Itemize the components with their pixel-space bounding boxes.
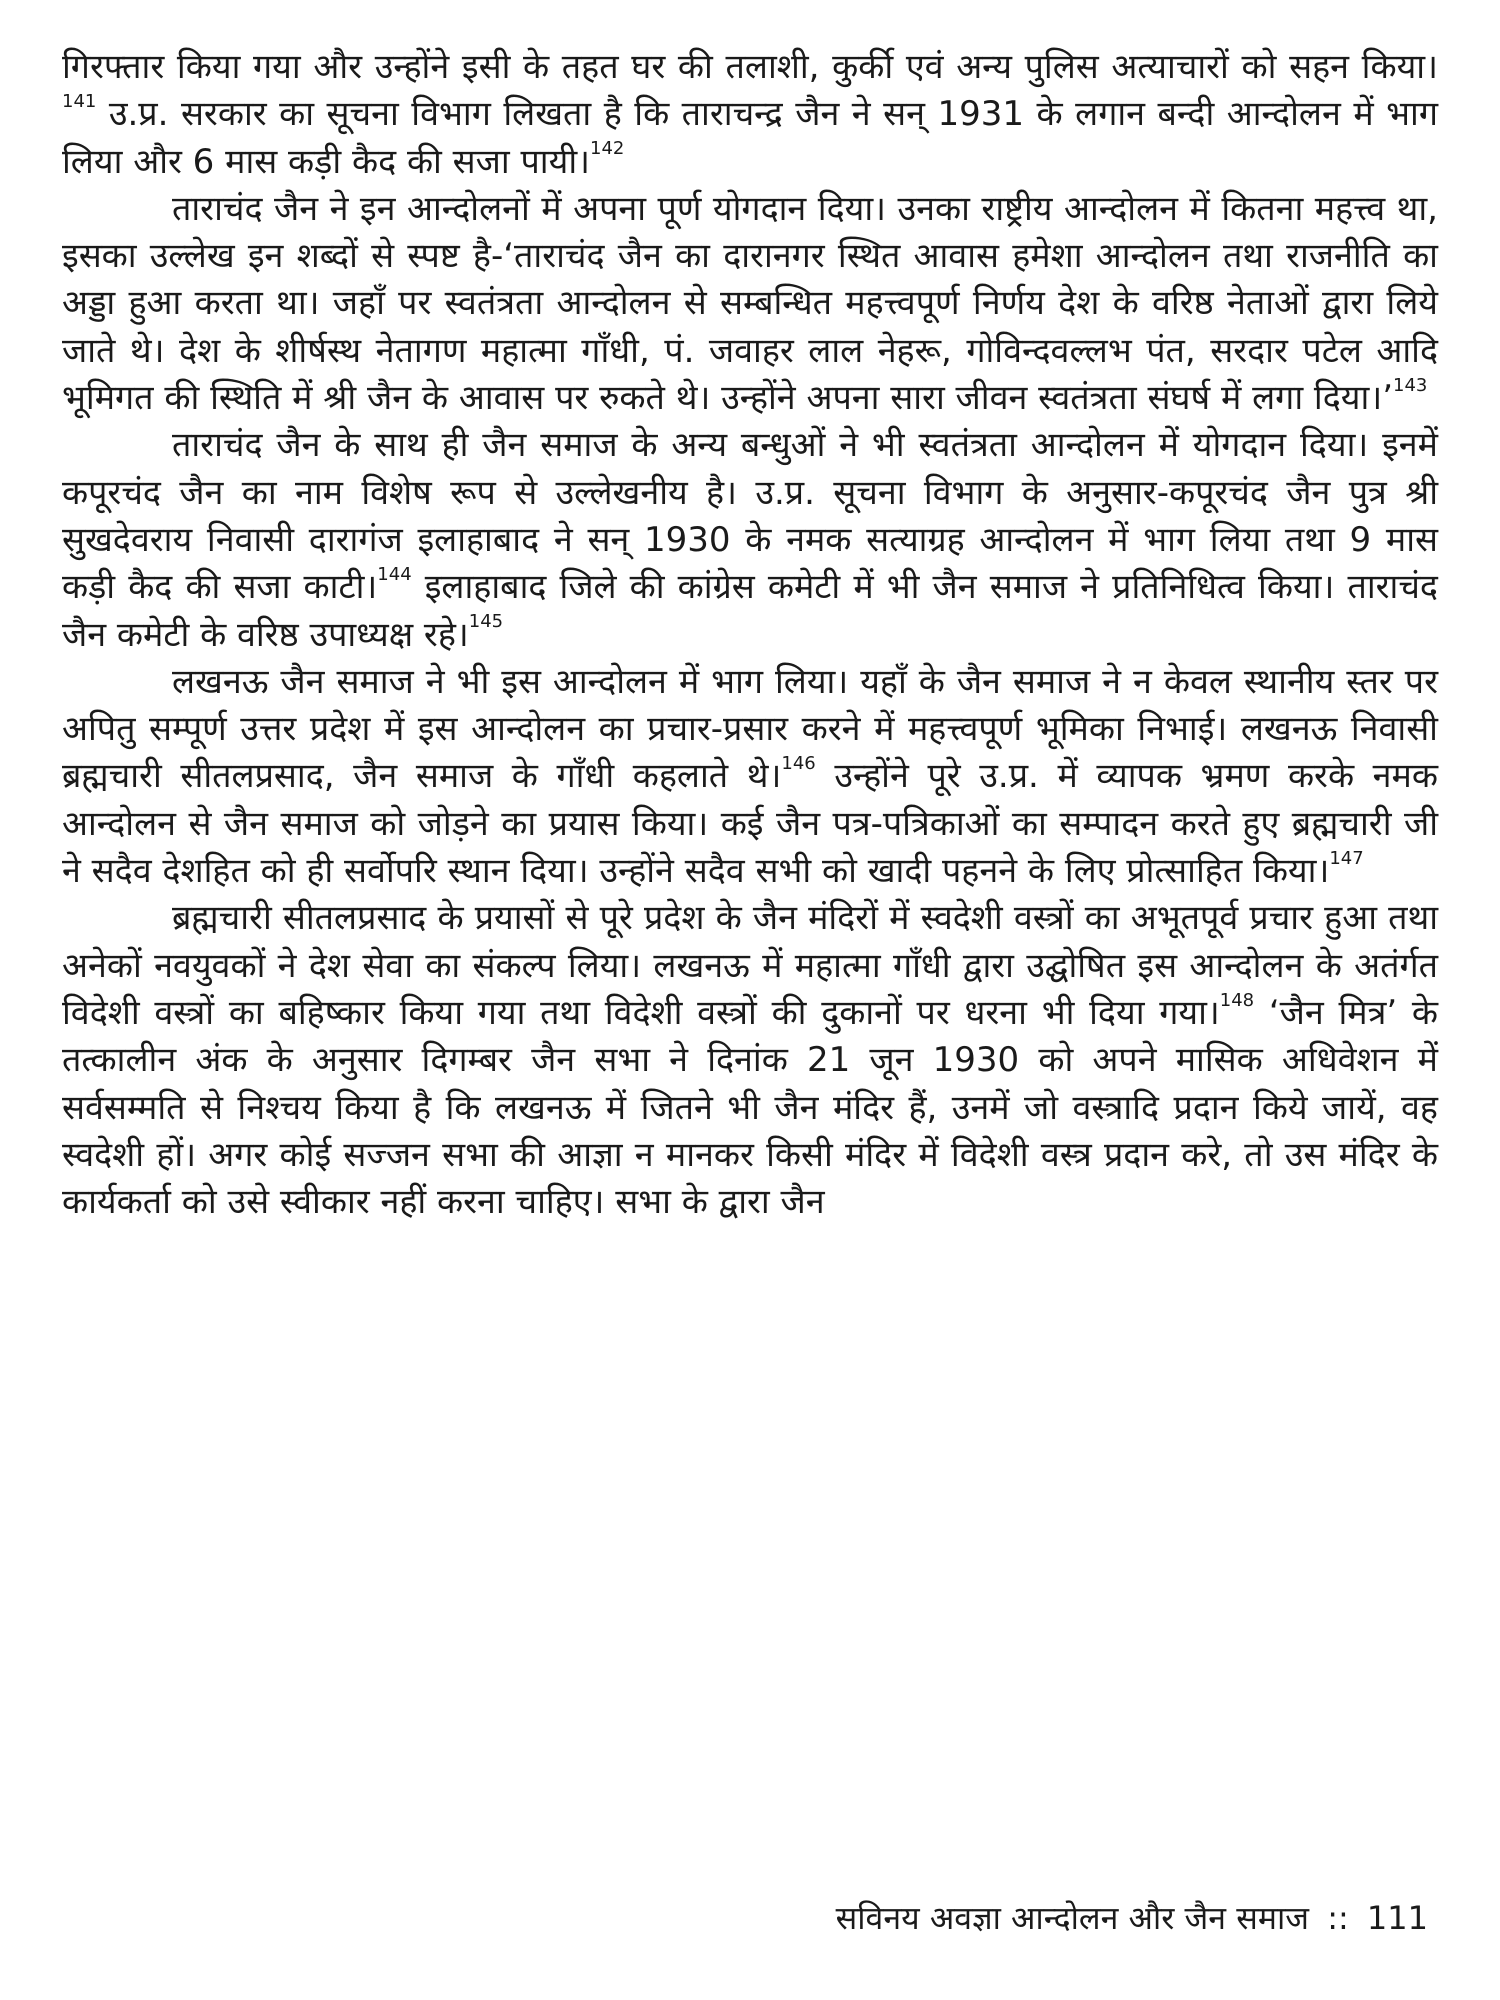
paragraph-text: उ.प्र. सरकार का सूचना विभाग लिखता है कि ताराचन्द्र जैन ने सन् 1931 के लगान बन्दी आन्दोलन में भाग लिया और 6 मास कड़ी कैद की सजा पायी। — [62, 94, 1438, 182]
footnote-reference: 141 — [62, 90, 97, 112]
page-number: 111 — [1366, 1899, 1428, 1937]
paragraph-text: ‘जैन मित्र’ के तत्कालीन अंक के अनुसार दिगम्बर जैन सभा ने दिनांक 21 जून 1930 को अपने मासिक अधिवेशन में सर्वसम्मति से निश्चय किया है कि लखनऊ में जितने भी जैन मंदिर हैं, उनमें जो वस्त्रादि प्रदान किये जायें, वह स्वदेशी हों। अगर कोई सज्जन सभा की आज्ञा न मानकर किसी मंदिर में विदेशी वस्त्र प्रदान करे, तो उस मंदिर के कार्यकर्ता को उसे स्वीकार नहीं करना चाहिए। सभा के द्वारा जैन — [62, 992, 1439, 1223]
footnote-reference: 148 — [1219, 989, 1255, 1011]
paragraph — [62, 895, 1438, 1226]
footnote-reference: 146 — [781, 753, 816, 775]
paragraph-text: लखनऊ जैन समाज ने भी इस आन्दोलन में भाग लिया। यहाँ के जैन समाज ने न केवल स्थानीय स्तर पर अपितु सम्पूर्ण उत्तर प्रदेश में इस आन्दोलन का प्रचार-प्रसार करने में महत्त्वपूर्ण भूमिका निभाई। लखनऊ निवासी ब्रह्मचारी सीतलप्रसाद, जैन समाज के गाँधी कहलाते थे। — [62, 661, 1438, 797]
footnote-reference: 144 — [377, 563, 412, 585]
running-footer — [836, 1898, 1428, 1938]
paragraph — [62, 659, 1438, 895]
paragraph-text: ताराचंद जैन ने इन आन्दोलनों में अपना पूर्ण योगदान दिया। उनका राष्ट्रीय आन्दोलन में कितना महत्त्व था, इसका उल्लेख इन शब्दों से स्पष्ट है-‘ताराचंद जैन का दारानगर स्थित आवास हमेशा आन्दोलन तथा राजनीति का अड्डा हुआ करता था। जहाँ पर स्वतंत्रता आन्दोलन से सम्बन्धित महत्त्वपूर्ण निर्णय देश के वरिष्ठ नेताओं द्वारा लिये जाते थे। देश के शीर्षस्थ नेतागण महात्मा गाँधी, पं. जवाहर लाल नेहरू, गोविन्दवल्लभ पंत, सरदार पटेल आदि भूमिगत की स्थिति में श्री जैन के आवास पर रुकते थे। उन्होंने अपना सारा जीवन स्वतंत्रता संघर्ष में लगा दिया।’ — [62, 188, 1438, 419]
paragraph — [62, 44, 1438, 186]
footer-separator: :: — [1327, 1899, 1349, 1937]
paragraph-text: गिरफ्तार किया गया और उन्होंने इसी के तहत घर की तलाशी, कुर्की एवं अन्य पुलिस अत्याचारों को सहन किया। — [62, 47, 1438, 87]
paragraph-text: ताराचंद जैन के साथ ही जैन समाज के अन्य बन्धुओं ने भी स्वतंत्रता आन्दोलन में योगदान दिया। इनमें कपूरचंद जैन का नाम विशेष रूप से उल्लेखनीय है। उ.प्र. सूचना विभाग के अनुसार-कपूरचंद जैन पुत्र श्री सुखदेवराय निवासी दारागंज इलाहाबाद ने सन् 1930 के नमक सत्याग्रह आन्दोलन में भाग लिया तथा 9 मास कड़ी कैद की सजा काटी। — [62, 425, 1438, 608]
footnote-reference: 143 — [1393, 374, 1428, 396]
paragraph — [62, 186, 1438, 422]
paragraph-text: ब्रह्मचारी सीतलप्रसाद के प्रयासों से पूरे प्रदेश के जैन मंदिरों में स्वदेशी वस्त्रों का अभूतपूर्व प्रचार हुआ तथा अनेकों नवयुवकों ने देश सेवा का संकल्प लिया। लखनऊ में महात्मा गाँधी द्वारा उद्घोषित इस आन्दोलन के अतंर्गत विदेशी वस्त्रों का बहिष्कार किया गया तथा विदेशी वस्त्रों की दुकानों पर धरना भी दिया गया। — [62, 898, 1438, 1033]
footnote-reference: 145 — [468, 611, 504, 633]
paragraph-text: उन्होंने पूरे उ.प्र. में व्यापक भ्रमण करके नमक आन्दोलन से जैन समाज को जोड़ने का प्रयास किया। कई जैन पत्र-पत्रिकाओं का सम्पादन करते हुए ब्रह्मचारी जी ने सदैव देशहित को ही सर्वोपरि स्थान दिया। उन्होंने सदैव सभी को खादी पहनने के लिए प्रोत्साहित किया। — [62, 756, 1438, 892]
body-text — [62, 44, 1438, 1226]
paragraph-text: इलाहाबाद जिले की कांग्रेस कमेटी में भी जैन समाज ने प्रतिनिधित्व किया। ताराचंद जैन कमेटी के वरिष्ठ उपाध्यक्ष रहे। — [62, 567, 1438, 655]
footnote-reference: 142 — [590, 138, 625, 160]
paragraph — [62, 422, 1438, 658]
footer-title: सविनय अवज्ञा आन्दोलन और जैन समाज — [835, 1899, 1310, 1937]
footnote-reference: 147 — [1329, 847, 1364, 869]
